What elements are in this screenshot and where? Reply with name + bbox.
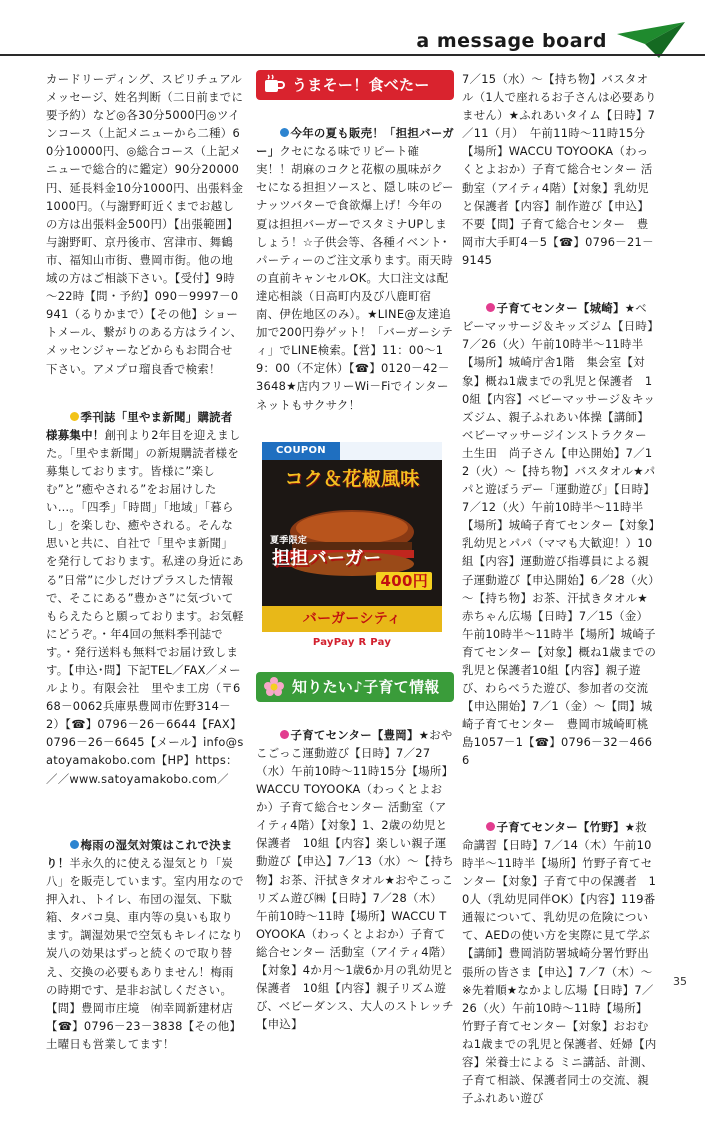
burger-article — [256, 106, 454, 432]
column-1 — [46, 70, 244, 1071]
flower-icon — [262, 675, 286, 699]
bullet-dot-icon — [486, 822, 495, 831]
bullet-dot-icon — [280, 730, 289, 739]
article-title: 季刊誌「里やま新聞」購読者様募集中！ — [46, 409, 233, 442]
article-title: 子育てセンター【竹野】 — [496, 819, 625, 834]
article-title: 梅雨の湿気対策はこれで決まり！ — [46, 837, 233, 870]
coupon-price: 400円 — [376, 572, 432, 590]
coupon-limited-label: 夏季限定 — [270, 535, 308, 546]
bullet-dot-icon — [70, 412, 79, 421]
article-body: ★ベビーマッサージ＆キッズジム【日時】7／26（火）午前10時半～11時半【場所】城崎庁舎1階 集会室【対象】概ね1歳までの乳児と保護者 10組【内容】ベビーマッサージ＆キッズジム、親子ふれあい体操【講師】ベビーマッサージインストラクター 土生田 尚子さん【申込開始】7／12（火）～【持ち物】バスタオル★パパと遊ぼうデー「運動遊び」【日時】7／12（火）午前10時半～11時半【場所】城崎子育てセンター【対象】乳幼児とパパ（ママも大歓迎！）10組【内容】運動遊び指導員による親子運動遊び【申込開始】6／28（火）～【持ち物】お茶、汗拭きタオル★赤ちゃん広場【日時】7／15（金）午前10時半～11時半【場所】城崎子育てセンター【対象】概ね1歳までの乳児と保護者10組【内容】親子遊び、わらべうた遊び、参加者の交流【申込開始】7／1（金）～【問】城崎子育てセンター 豊岡市城崎町桃島1057－1【☎】0796－32－4666 — [462, 301, 659, 768]
coupon-product-name: 担担バーガー — [272, 547, 382, 569]
toyooka-center-article-cont: 7／15（水）～【持ち物】バスタオル（1人で座れるお子さんは必要ありません）★ふれあいタイム【日時】7／11（月） 午前11時～11時15分【場所】WACCU TOYOOKA（わっくとよおか）子育て総合センター 活動室（アイティ4階）【対象】乳幼児と保護者【内容】制作遊び【申込】不要【問】子育て総合センター 豊岡市大手町4－5【☎】0796－21－9145 — [462, 72, 657, 267]
page-number: 35 — [673, 975, 687, 988]
fortune-article-body: カードリーディング、スピリチュアルメッセージ、姓名判断（二日前までに要予約）など◎各30分5000円◎ツインコース（上記メニューから二種）60分10000円、◎総合コース（上記メニューで総合的に鑑定）90分20000円、延長料金10分1000円、出張料金1000円。（与謝野町近くまでお越しの方は出張料金500円）【出張範囲】与謝野町、京丹後市、宮津市、舞鶴市、福知山市街、豊岡市街。他の地域の方はご相談下さい。【受付】9時～22時【問・予約】090－9997－0941（るりかまで）【その他】ショートメール、繋がりのある方はライン、メッセンジャーなどからもお問合せ下さい。アメプロ瑠良香で検索！ — [46, 72, 244, 376]
bullet-dot-icon — [70, 840, 79, 849]
parenting-section-banner — [256, 672, 454, 702]
header-rule — [0, 54, 705, 56]
coffee-cup-icon — [262, 73, 286, 97]
kinosaki-center-article — [462, 281, 658, 788]
article-title: 子育てセンター【豊岡】 — [290, 727, 419, 742]
coupon-ad — [262, 442, 442, 654]
banner-label: 知りたい♪子育て情報 — [292, 677, 440, 696]
article-body: クセになる味でリピート確実！！胡麻のコクと花椒の風味がクセになる担担ソースと、隠し味のピーナッツバターで食欲爆上げ！今年の夏は担担バーガーでスタミナUPしましょう！☆子供会等、各種イベント･パーティーのご注文承ります。雨天時の直前キャンセルOK。大口注文は配達応相談（日高町内及び八鹿町宿南、伊佐地区のみ）。★LINE@友達追加で200円券ゲット！「バーガーシティ」でLINE検索。【営】11：00～19：00（不定休）【☎】0120－42－3648★店内フリーWi－Fiでインターネットもサクサク！ — [256, 144, 454, 412]
takeno-center-article — [462, 800, 665, 1125]
newspaper-article — [46, 390, 244, 806]
bullet-dot-icon — [486, 303, 495, 312]
column-3 — [462, 70, 665, 1125]
coupon-tag: COUPON — [262, 442, 340, 460]
coupon-shop-name: バーガーシティ — [262, 606, 442, 632]
article-body: 半永久的に使える湿気とり「炭八」を販売しています。室内用なので押入れ、トイレ、布団の湿気、下駄箱、タバコ臭、車内等の臭いも取ります。調湿効果で空気もキレイになり炭八の効果はずっと続くので取り替え、交換の必要もありません！梅雨の時期です、是非お試しください。【問】豊岡市庄境 ㈲幸岡新建材店【☎】0796－23－3838【その他】土曜日も営業してます！ — [46, 855, 244, 1051]
food-section-banner — [256, 70, 454, 124]
section-title: a message board — [416, 30, 607, 52]
column-2 — [256, 70, 454, 1051]
coupon-payment-logos: PayPay R Pay — [262, 632, 442, 654]
article-body: 創刊より2年目を迎えました。「里やま新聞」の新規購読者様を募集しております。皆様に”楽しむ”と”癒やされる”をお届けしたい…。「四季」「時間」「地域」「暮らし」を楽しむ、癒やされる。そんな思いと共に、自社で「里やま新聞」を発行しております。私達の身近にある”日常”に少しだけプラスした情報で、そこにある”豊かさ”に気づいてもらえたらと願っております。お気軽にどうぞ。・年4回の無料季刊誌です。・発行送料も無料でお届け致します。【申込･問】下記TEL／FAX／メールより。有限会社 里やま工房（〒668－0062兵庫県豊岡市佐野314－2）【☎】0796－26－6644【FAX】0796－26－6645【メール】info@satoyamakobo.com【HP】https：／／www.satoyamakobo.com／ — [46, 427, 244, 786]
page-header — [0, 0, 705, 64]
coupon-tag-bar — [340, 442, 442, 460]
article-body: ★おやこごっこ運動遊び【日時】7／27（水）午前10時～11時15分【場所】WACCU TOYOOKA（わっくとよおか）子育て総合センター 活動室（アイティ4階）【対象】1、2歳の幼児と保護者 10組【内容】楽しい親子運動遊び【申込】7／13（水）～【持ち物】お茶、汗拭きタオル★おやこっこリズム遊び㈱【日時】7／28（木） 午前10時～11時【場所】WACCU TOYOOKA（わっくとよおか）子育て総合センター 活動室（アイティ4階）【対象】4か月～1歳6か月の乳幼児と保護者 10組【内容】親子リズム遊び、ベビーダンス、大人のストレッチ【申込】 — [256, 727, 455, 1032]
bullet-dot-icon — [280, 128, 289, 137]
article-title: 今年の夏も販売！「担担バーガー」 — [256, 126, 454, 159]
article-body: ★救命講習【日時】7／14（木）午前10時半～11時半【場所】竹野子育てセンター【対象】子育て中の保護者 10人（乳幼児同伴OK）【内容】119番通報について、乳幼児の危険について、AEDの使い方を実際に見て学ぶ【講師】豊岡消防署城崎分署竹野出張所の皆さま【申込】7／7（木）～ ※先着順★なかよし広場【日時】7／26（火）午前10時～11時【場所】竹野子育てセンター【対象】おおむね1歳までの乳児と保護者、妊婦【内容】栄養士による ミニ講話、計測、子育て相談、保護者同士の交流、親子ふれあい遊び — [462, 819, 665, 1106]
article-title: 子育てセンター【城崎】 — [496, 301, 625, 316]
banner-label: うまそー！食べたーい！ — [292, 76, 430, 124]
coupon-headline: コク＆花椒風味 — [284, 467, 420, 490]
dehumidifier-article — [46, 818, 244, 1071]
